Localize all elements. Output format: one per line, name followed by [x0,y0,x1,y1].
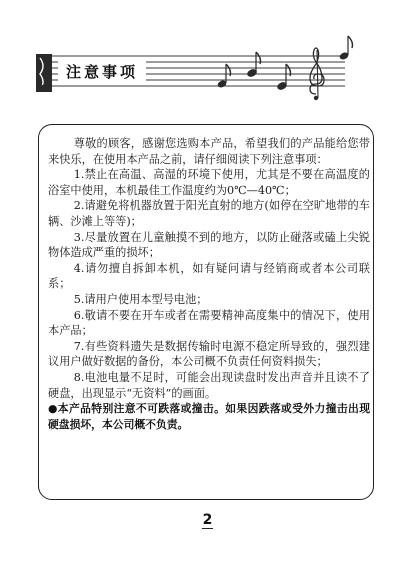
eighth-note-icon [339,36,353,61]
music-staff-icon [0,0,415,110]
intro-paragraph: 尊敬的顾客，感谢您选购本产品，希望我们的产品能给您带来快乐，在使用本产品之前，请仔细阅读下列注意事项： [48,137,370,166]
page-number-label: 2 [202,512,213,528]
warning-paragraph: ●本产品特别注意不可跌落或撞击。如果因跌落或受外力撞击出现硬盘损坏，本公司概不负责。 [48,402,370,431]
notice-item: 8.电池电量不足时，可能会出现读盘时发出声音并且读不了硬盘，出现显示“无资料”的画面。 [48,370,370,400]
page-header [0,0,415,110]
notice-item: 2.请避免将机器放置于阳光直射的地方(如停在空旷地带的车辆、沙滩上等等)； [48,199,370,228]
notice-item: 3.尽量放置在儿童触摸不到的地方，以防止碰落或磕上尖锐物体造成严重的损坏； [48,230,370,260]
notice-item: 4.请勿擅自拆卸本机，如有疑问请与经销商或者本公司联系； [48,261,370,291]
page-title: 注意事项 [58,60,146,84]
notice-item: 7.有些资料遗失是数据传输时电源不稳定所导致的，强烈建议用户做好数据的备份，本公司概不负责任何资料损失； [48,339,370,369]
notice-content [48,136,370,432]
notice-item: 1.禁止在高温、高湿的环境下使用，尤其是不要在高温度的浴室中使用，本机最佳工作温度约为0℃—40℃； [48,168,370,197]
notice-item: 6.敬请不要在开车或者在需要精神高度集中的情况下，使用本产品； [48,308,370,338]
page-number [0,512,415,529]
notice-item: 5.请用户使用本型号电池； [73,292,208,306]
